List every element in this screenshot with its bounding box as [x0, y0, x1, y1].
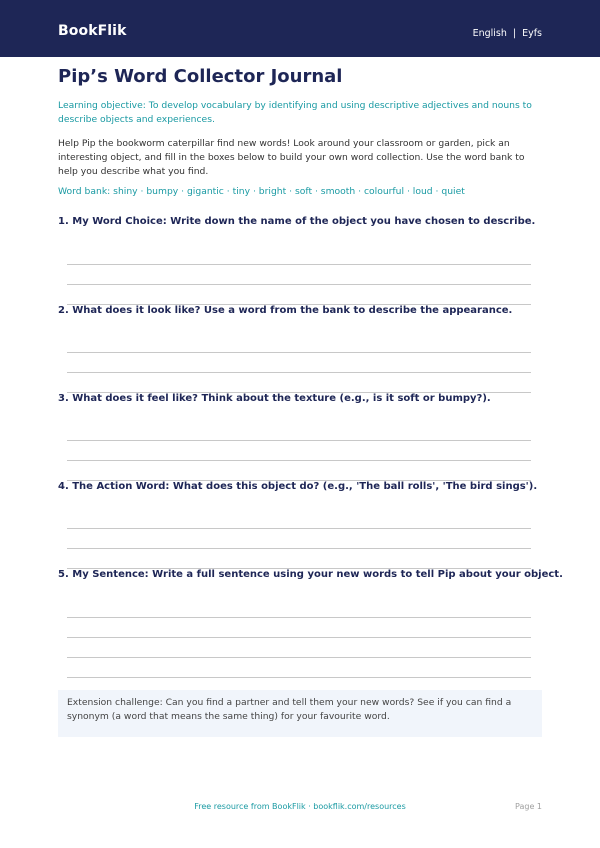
- answer-line[interactable]: [67, 264, 531, 265]
- intro-text: Help Pip the bookworm caterpillar find new words! Look around your classroom or garden, pick an interesting object, and fill in the boxes below to build your own word collection. Use the word bank to help you describe what you find.: [58, 138, 525, 177]
- page-title: Pip’s Word Collector Journal: [58, 66, 343, 87]
- question-2: 2. What does it look like? Use a word from the bank to describe the appearance.: [58, 305, 513, 316]
- footer-source-link[interactable]: Free resource from BookFlik · bookflik.com/resources: [194, 802, 406, 811]
- answer-line[interactable]: [67, 352, 531, 353]
- question-1: 1. My Word Choice: Write down the name of the object you have chosen to describe.: [58, 216, 536, 227]
- answer-line[interactable]: [67, 372, 531, 373]
- subject-label: English: [472, 28, 507, 39]
- word-bank: Word bank: shiny · bumpy · gigantic · tiny · bright · soft · smooth · colourful · loud · quiet: [58, 186, 465, 197]
- learning-objective: Learning objective: To develop vocabulary by identifying and using descriptive adjectives and nouns to describe objects and experiences.: [58, 100, 532, 125]
- answer-line[interactable]: [67, 528, 531, 529]
- stage-label: Eyfs: [522, 28, 542, 39]
- answer-line[interactable]: [67, 657, 531, 658]
- subject-stage-label: [473, 28, 542, 39]
- answer-line[interactable]: [67, 637, 531, 638]
- header-bar: [0, 0, 600, 57]
- question-4: 4. The Action Word: What does this object do? (e.g., 'The ball rolls', 'The bird sings').: [58, 481, 538, 492]
- answer-line[interactable]: [67, 677, 531, 678]
- page-number: Page 1: [515, 802, 542, 811]
- answer-line[interactable]: [67, 548, 531, 549]
- brand-logo[interactable]: BookFlik: [58, 23, 127, 39]
- answer-line[interactable]: [67, 440, 531, 441]
- answer-line[interactable]: [67, 617, 531, 618]
- separator: |: [512, 28, 517, 39]
- extension-challenge-box: Extension challenge: Can you find a partner and tell them your new words? See if you can find a synonym (a word that means the same thing) for your favourite word.: [58, 690, 542, 737]
- question-3: 3. What does it feel like? Think about the texture (e.g., is it soft or bumpy?).: [58, 393, 491, 404]
- question-5: 5. My Sentence: Write a full sentence using your new words to tell Pip about your object.: [58, 569, 563, 580]
- answer-line[interactable]: [67, 460, 531, 461]
- answer-line[interactable]: [67, 284, 531, 285]
